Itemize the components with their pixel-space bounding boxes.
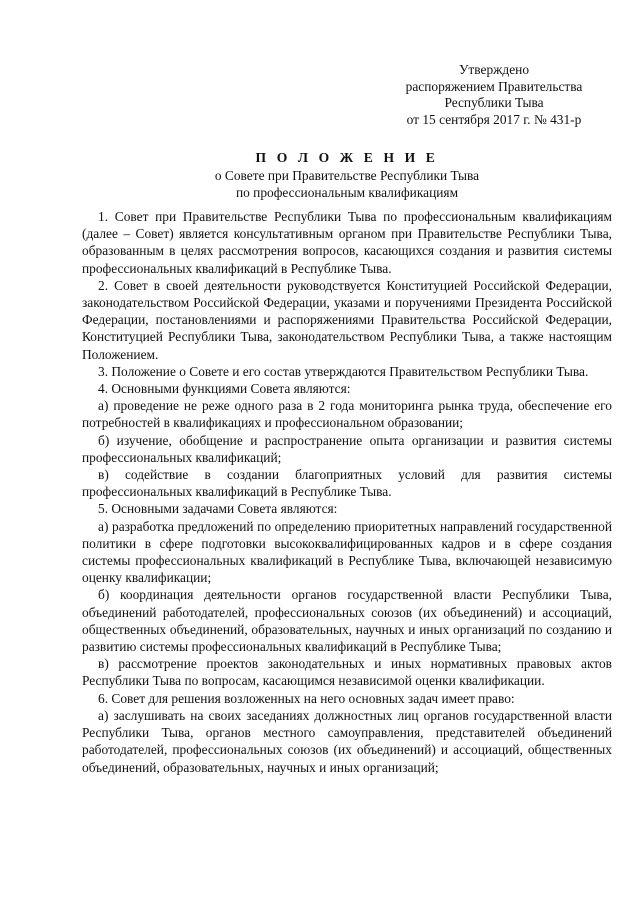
approval-stamp: [376, 62, 612, 128]
approval-line-republic: Республики Тыва: [444, 95, 544, 110]
paragraph-6: 6. Совет для решения возложенных на него основных задач имеет право:: [98, 690, 515, 706]
paragraph-4: 4. Основными функциями Совета являются:: [98, 381, 351, 397]
document-subtitle-line-2: по профессиональным квалификациям: [235, 185, 459, 200]
document-body: [82, 208, 612, 776]
paragraph-5c: в) рассмотрение проектов законодательных и иных нормативных правовых актов Республики Тыва по вопросам, касающимся независимой оценки квалификации.: [82, 656, 612, 689]
approval-line-order: распоряжением Правительства: [405, 78, 583, 94]
paragraph-5b: б) координация деятельности органов государственной власти Республики Тыва, объединений работодателей, профессиональных союзов (их объединений) и ассоциаций, общественных объединений, образовательных, научных и иных организаций по созданию и развитию системы профессиональных квалификаций в Республике Тыва;: [82, 587, 612, 655]
paragraph-3: 3. Положение о Совете и его состав утверждаются Правительством Республики Тыва.: [98, 363, 589, 379]
paragraph-1: 1. Совет при Правительстве Республики Тыва по профессиональным квалификациям (далее – Совет) является консультативным органом при Правительстве Республики Тыва, образованным в целях рассмотрения вопросов, касающихся создания и развития системы профессиональных квалификаций в Республике Тыва.: [82, 209, 612, 276]
paragraph-4b: б) изучение, обобщение и распространение опыта организации и развития системы профессиональных квалификаций;: [82, 432, 612, 465]
paragraph-5a: а) разработка предложений по определению приоритетных направлений государственной политики в сфере подготовки высококвалифицированных кадров и в сфере создания системы профессиональных квалификаций в Республике Тыва, включающей независимую оценку квалификации;: [82, 518, 612, 586]
document-heading: [82, 149, 612, 201]
paragraph-2: 2. Совет в своей деятельности руководствуется Конституцией Российской Федерации, законодательством Российской Федерации, указами и поручениями Президента Российской Федерации, постановлениями и распоряжениями Правительства Российской Федерации, Конституцией Республики Тыва, законодательством Республики Тыва, а также настоящим Положением.: [82, 277, 612, 362]
paragraph-4c: в) содействие в создании благоприятных условий для развития системы профессиональных квалификаций в Республике Тыва.: [82, 467, 612, 500]
paragraph-4a: а) проведение не реже одного раза в 2 года мониторинга рынка труда, обеспечение его потребностей в квалификациях и профессиональном образовании;: [82, 398, 612, 431]
approval-line-date: от 15 сентября 2017 г. № 431-р: [406, 111, 582, 127]
document-title: П О Л О Ж Е Н И Е: [255, 150, 439, 165]
approval-line-approved: Утверждено: [458, 62, 530, 77]
paragraph-6a: а) заслушивать на своих заседаниях должностных лиц органов государственной власти Республики Тыва, органов местного самоуправления, представителей объединений работодателей, профессиональных союзов (их объединений) и ассоциаций, общественных объединений, образовательных, научных и иных организаций;: [82, 707, 612, 775]
document-subtitle-line-1: о Совете при Правительстве Республики Тыва: [214, 168, 480, 183]
paragraph-5: 5. Основными задачами Совета являются:: [98, 501, 338, 517]
